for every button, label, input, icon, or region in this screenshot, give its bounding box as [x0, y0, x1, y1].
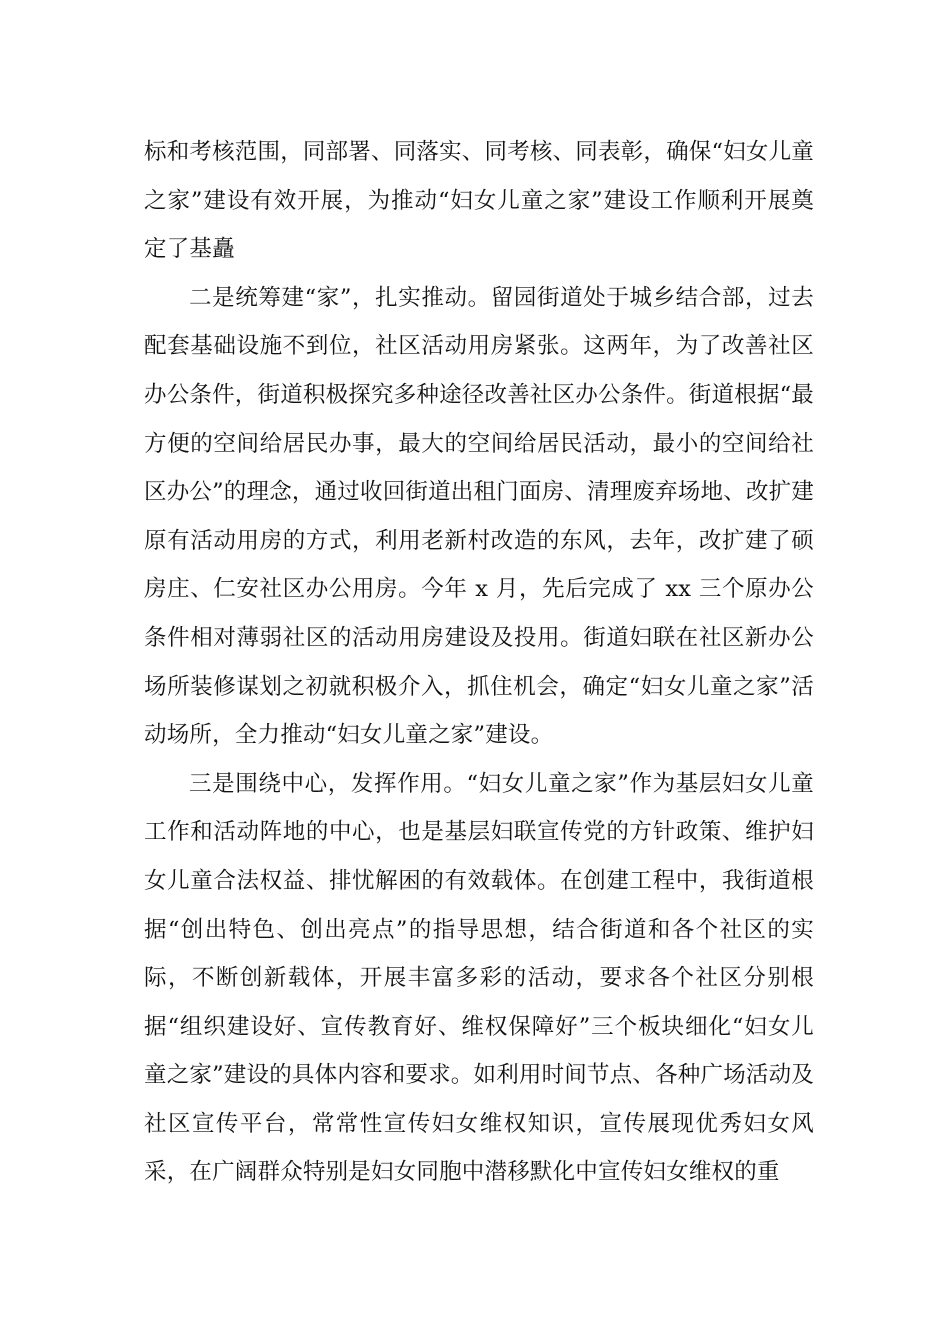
paragraph-1: 标和考核范围，同部署、同落实、同考核、同表彰，确保“妇女儿童之家”建设有效开展，为推动“妇女儿童之家”建设工作顺利开展奠定了基矗 — [144, 139, 815, 263]
paragraph-2: 二是统筹建“家”，扎实推动。留园街道处于城乡结合部，过去配套基础设施不到位，社区活动用房紧张。这两年，为了改善社区办公条件，街道积极探究多种途径改善社区办公条件。街道根据“最方便的空间给居民办事，最大的空间给居民活动，最小的空间给社区办公”的理念，通过收回街道出租门面房、清理废弃场地、改扩建原有活动用房的方式，利用老新村改造的东风，去年，改扩建了硕房庄、仁安社区办公用房。今年 x 月，先后完成了 xx 三个原办公条件相对薄弱社区的活动用房建设及投用。街道妇联在社区新办公场所装修谋划之初就积极介入，抓住机会，确定“妇女儿童之家”活动场所，全力推动“妇女儿童之家”建设。 — [144, 284, 815, 749]
paragraph-3: 三是围绕中心，发挥作用。“妇女儿童之家”作为基层妇女儿童工作和活动阵地的中心，也是基层妇联宣传党的方针政策、维护妇女儿童合法权益、排忧解困的有效载体。在创建工程中，我街道根据“创出特色、创出亮点”的指导思想，结合街道和各个社区的实际，不断创新载体，开展丰富多彩的活动，要求各个社区分别根据“组织建设好、宣传教育好、维权保障好”三个板块细化“妇女儿童之家”建设的具体内容和要求。如利用时间节点、各种广场活动及社区宣传平台，常常性宣传妇女维权知识，宣传展现优秀妇女风采，在广阔群众特别是妇女同胞中潜移默化中宣传妇女维权的重 — [144, 770, 815, 1186]
document-body — [144, 128, 814, 1197]
